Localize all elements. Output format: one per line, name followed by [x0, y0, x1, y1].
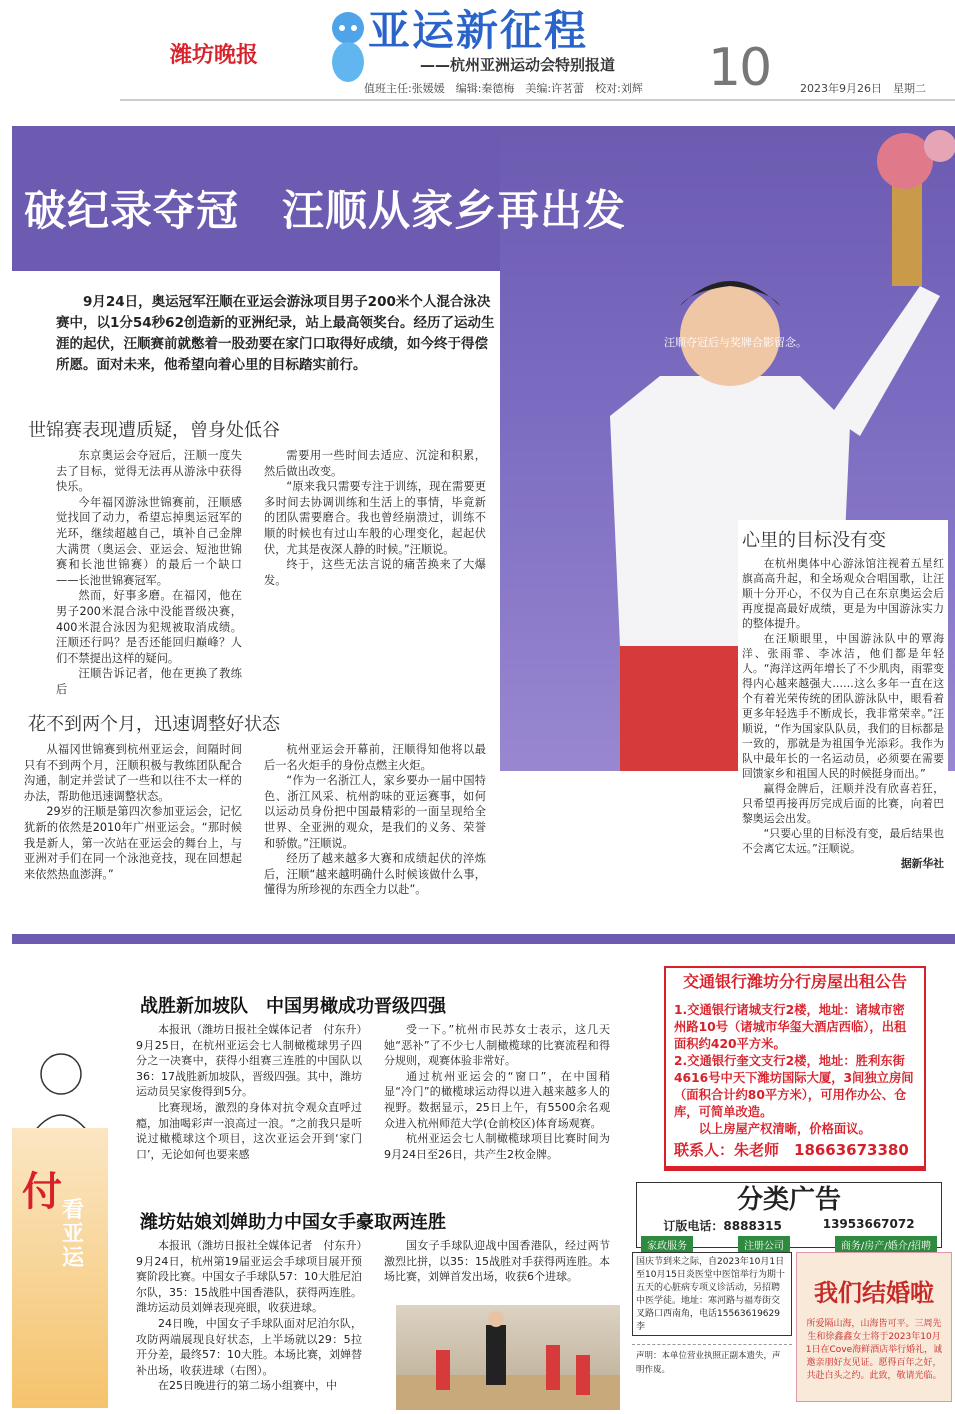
handball-photo: [396, 1305, 620, 1410]
page-number: 10: [708, 38, 771, 98]
issue-date: 2023年9月26日 星期二: [800, 82, 926, 95]
section-2-col-a: 从福冈世锦赛到杭州亚运会，间隔时间只有不到两个月，汪顺积极与教练团队配合沟通，制定并尝试了一些和以往不太一样的办法，帮助他迅速调整状态。 29岁的汪顺是第四次参加亚运会，记忆犹新的依然是2010年广州亚运会。“那时候我是新人，第一次站在亚运会的舞台上，与亚洲对手们在同一个泳池竞技，现在回想起来依然热血澎湃。”: [24, 743, 242, 881]
section-heading-1: 世锦赛表现遭质疑，曾身处低谷: [28, 420, 280, 441]
editor-credits: 值班主任:张媛媛 编辑:秦德梅 美编:许茗蕾 校对:刘辉: [364, 82, 643, 95]
section-3-col: 在杭州奥体中心游泳馆注视着五星红旗高高升起，和全场观众合唱国歌，让汪顺十分开心，不仅为自己在东京奥运会后再度提高最好成绩，更是为中国游泳实力的整体提升。 在汪顺眼里，中国游泳队中的覃海洋、张雨霏、李冰洁，他们都是年轻人。“海洋这两年增长了不少肌肉，雨霏变得内心越来越强大……这么多年一直在这个有着光荣传统的团队游泳队中，眼看着更多年轻选手不断成长，我非常荣幸。”汪顺说，“作为国家队队员，我们的目标都是一致的，那就是为祖国争光添彩。我作为队中最年长的一名运动员，必须要在需要回馈家乡和祖国人民的时候挺身而出。” 赢得金牌后，汪顺并没有欣喜若狂，只希望再接再厉完成后面的比赛，向着巴黎奥运会出发。 “只要心里的目标没有变，最后结果也不会离它太远。”汪顺说。 据新华社: [742, 557, 944, 870]
feature-bottom-bar: [12, 934, 955, 944]
story-1-col-a: 本报讯（潍坊日报社全媒体记者 付东升）9月25日，在杭州亚运会七人制橄榄球男子四分之一决赛中，获得小组赛三连胜的中国队以36：17战胜新加坡队，晋级四强。其中，潍坊运动员吴家俊得到5分。 比赛现场，激烈的身体对抗令观众直呼过瘾，加油喝彩声一浪高过一浪。“之前我只是听说过橄榄球这个项目，这次亚运会开到‘家门口’，无论如何也要来感: [136, 1023, 362, 1161]
hospital-ad: 国庆节到来之际，自2023年10月1日至10月15日炎医堂中医馆举行为期十五天的心脏病专项义诊活动，另招聘中医学徒。地址：寒河路与福寿街交叉路口西南角，电话15563619629李: [632, 1252, 792, 1336]
series-subtitle: ——杭州亚洲运动会特别报道: [420, 56, 616, 74]
section-heading-2: 花不到两个月，迅速调整好状态: [28, 714, 280, 735]
story-1-headline: 战胜新加坡队 中国男橄成功晋级四强: [140, 996, 446, 1017]
column-label-big: 付: [22, 1168, 62, 1215]
bank-ad-title: 交通银行潍坊分行房屋出租公告: [666, 968, 924, 996]
story-1-col-b: 受一下。”杭州市民苏女士表示，这几天她“恶补”了不少七人制橄榄球的比赛流程和得分规则，观赛体验非常好。 通过杭州亚运会的“窗口”，在中国稍显“冷门”的橄榄球运动得以进入越来越多人的视野。数据显示，25日上午，有5500余名观众进入杭州师范大学(仓前校区)体育场观赛。 杭州亚运会七人制橄榄球项目比赛时间为9月24日至26日，共产生2枚金牌。: [384, 1023, 610, 1161]
classified-ad: 分类广告 订版电话：8888315 13953667072 家政服务 注册公司 商务/房产/婚介/招聘: [636, 1182, 942, 1248]
section-1-col-b: 需要用一些时间去适应、沉淀和积累，然后做出改变。 “原来我只需要专注于训练，现在需要更多时间去协调训练和生活上的事情，毕竟新的团队需要磨合。我也曾经崩溃过，训练不顺的时候也有过山车般的心理变化，起起伏伏，尤其是夜深人静的时候。”汪顺说。 终于，这些无法言说的痛苦换来了大爆发。: [264, 449, 486, 587]
photo-caption: 汪顺夺冠后与奖牌合影留念。: [664, 336, 807, 349]
feature-lead: 9月24日，奥运冠军汪顺在亚运会游泳项目男子200米个人混合泳决赛中，以1分54秒62创造新的亚洲纪录，站上最高领奖台。经历了运动生涯的起伏，汪顺赛前就憋着一股劲要在家门口取得好成绩，如今终于得偿所愿。面对未来，他希望向着心里的目标踏实前行。: [56, 294, 495, 373]
story-2-headline: 潍坊姑娘刘婵助力中国女手豪取两连胜: [140, 1212, 446, 1233]
notice-ad: 声明：本单位营业执照正副本遗失，声明作废。: [632, 1344, 792, 1408]
story-2-col-b: 国女子手球队迎战中国香港队，经过两节激烈比拼，以35：15战胜对手获得两连胜。本场比赛，刘婵首发出场，收获6个进球。: [384, 1239, 610, 1284]
source-credit: 据新华社: [900, 857, 944, 870]
series-title: 亚运新征程: [368, 6, 589, 55]
handball-illustration: [396, 1305, 620, 1410]
section-2-col-b: 杭州亚运会开幕前，汪顺得知他将以最后一名火炬手的身份点燃主火炬。 “作为一名浙江人，家乡要办一届中国特色、浙江风采、杭州韵味的亚运赛事，如何以运动员身份把中国最精彩的一面呈现给全世界、全亚洲的观众，是我们的义务、荣誉和骄傲。”汪顺说。 经历了越来越多大赛和成绩起伏的淬炼后，汪顺“越来越明确什么时候该做什么事，懂得为所珍视的东西全力以赴”。: [264, 743, 486, 897]
columnist-portrait-icon: [18, 1040, 104, 1140]
section-heading-3: 心里的目标没有变: [742, 530, 886, 551]
bank-ad: 交通银行潍坊分行房屋出租公告 1.交通银行诸城支行2楼，地址：诸城市密州路10号（诸城市华玺大酒店西临），出租面积约420平方米。 2.交通银行奎文支行2楼，地址：胜利东街4616号中天下潍坊国际大厦，3间独立房间（面积合计约80平方米），可用作办公、仓库，可简单改造。 以上房屋产权清晰，价格面议。 联系人：朱老师 18663673380: [664, 966, 926, 1171]
story-2-col-a: 本报讯（潍坊日报社全媒体记者 付东升）9月24日，杭州第19届亚运会手球项目展开预赛阶段比赛。中国女子手球队57：10大胜尼泊尔队，35：15战胜中国香港队，获得两连胜。潍坊运动员刘婵表现亮眼，收获进球。 24日晚，中国女子手球队面对尼泊尔队，攻防两端展现良好状态，上半场就以29：5拉开分差，最终57：10大胜。本场比赛，刘婵替补出场，收获进球（右图）。 在25日晚进行的第二场小组赛中，中: [136, 1239, 362, 1393]
masthead-logo: 潍坊晚报: [170, 42, 259, 68]
wedding-ad: 我们结婚啦 所爱隔山海，山海皆可平。三周先生和徐鑫鑫女士将于2023年10月1日在Cove海鲜酒店举行婚礼，诚邀亲朋好友见证。愿得百年之好，共赴白头之约。此致，敬请光临。: [796, 1252, 952, 1402]
feature-headline: 破纪录夺冠 汪顺从家乡再出发: [24, 186, 627, 235]
column-label-small: 看亚运: [62, 1197, 85, 1271]
section-1-col-a: 东京奥运会夺冠后，汪顺一度失去了目标，觉得无法再从游泳中获得快乐。 今年福冈游泳世锦赛前，汪顺感觉找回了动力，希望忘掉奥运冠军的光环，继续超越自己，填补自己金牌大满贯（奥运会、亚运会、短池世锦赛和长池世锦赛）的最后一个缺口——长池世锦赛冠军。 然而，好事多磨。在福冈，他在男子200米混合泳中没能晋级决赛，400米混合泳因为犯规被取消成绩。汪顺还行吗？是否还能回归巅峰？人们不禁提出这样的疑问。 汪顺告诉记者，他在更换了教练后: [56, 449, 242, 696]
header-rule: [120, 99, 955, 101]
bank-ad-contact: 联系人：朱老师 18663673380: [674, 1141, 909, 1159]
